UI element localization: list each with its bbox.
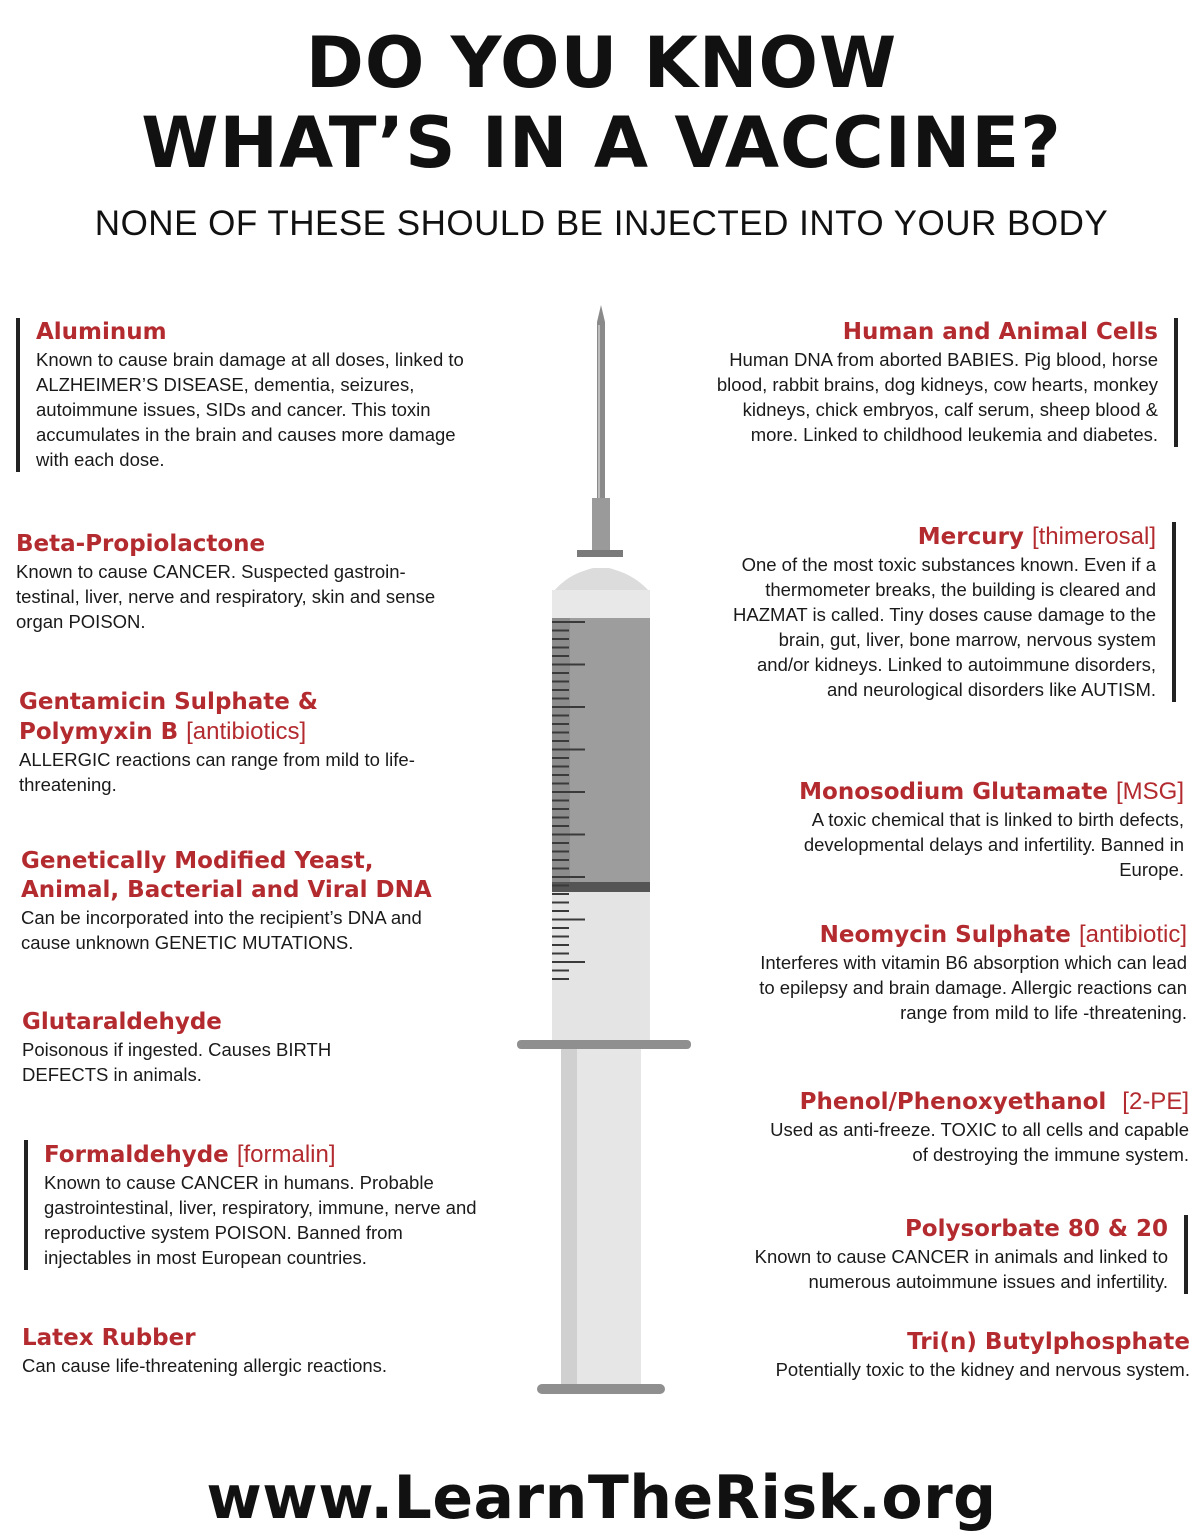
ingredient-name: Polysorbate 80 & 20: [904, 1216, 1168, 1242]
footer-url[interactable]: www.LearnTheRisk.org: [206, 1463, 997, 1533]
needle-hub: [592, 498, 610, 550]
syringe-icon: [505, 300, 705, 1400]
ingredient-name: Gentamicin Sulphate & Polymyxin B [antibiotics]: [19, 689, 318, 745]
page-title-line-2: WHAT’S IN A VACCINE?: [141, 102, 1062, 184]
ingredient-msg: [773, 777, 1184, 882]
ingredient-name: Human and Animal Cells: [842, 319, 1158, 345]
ingredient-description: Used as anti-freeze. TOXIC to all cells and capable of destroying the immune system.: [770, 1119, 1189, 1165]
ingredient-gm-dna: [21, 847, 461, 955]
plunger-thumb: [537, 1384, 665, 1394]
ingredient-description: Poisonous if ingested. Causes BIRTH DEFECTS in animals.: [22, 1039, 332, 1085]
ingredient-beta-propiolactone: [16, 530, 461, 634]
ingredient-tag: [MSG]: [1115, 778, 1184, 805]
finger-flange: [517, 1040, 691, 1049]
ingredient-glutaraldehyde: [22, 1008, 382, 1087]
ingredient-description: A toxic chemical that is linked to birth defects, developmental delays and infertility. Banned in Europe.: [803, 809, 1184, 880]
ingredient-phenol: [765, 1087, 1189, 1167]
ingredient-aluminum: [16, 318, 466, 472]
needle-hub-flange: [577, 550, 623, 557]
ingredient-latex-rubber: [22, 1324, 482, 1378]
ingredient-tag: [antibiotics]: [186, 718, 307, 745]
ingredient-name: Genetically Modified Yeast, Animal, Bacterial and Viral DNA: [21, 848, 432, 903]
ingredient-description: Interferes with vitamin B6 absorption which can lead to epilepsy and brain damage. Allergic reactions can range from mild to life -threatening.: [759, 952, 1187, 1023]
ingredient-description: ALLERGIC reactions can range from mild to life-threatening.: [19, 749, 415, 795]
ingredient-mercury: [728, 522, 1176, 702]
ingredient-tag: [formalin]: [236, 1141, 336, 1168]
page-title-line-1: DO YOU KNOW: [305, 22, 898, 104]
ingredient-name: Beta-Propiolactone: [16, 531, 266, 557]
ingredient-neomycin: [755, 920, 1187, 1025]
ingredient-name: Tri(n) Butylphosphate: [907, 1329, 1190, 1355]
ingredient-name: Mercury [thimerosal]: [917, 523, 1156, 550]
ingredient-description: One of the most toxic substances known. Even if a thermometer breaks, the building is cleared and HAZMAT is called. Tiny doses cause damage to the brain, gut, liver, bone marrow, nervous system and/or kidneys. Linked to autoimmune disorders, and neurological disorders like AUTISM.: [733, 554, 1156, 700]
ingredient-name: Latex Rubber: [22, 1325, 196, 1351]
barrel-top: [552, 590, 650, 618]
ingredient-description: Known to cause CANCER. Suspected gastroin-testinal, liver, nerve and respiratory, skin and sense organ POISON.: [16, 561, 436, 632]
ingredient-tag: [2-PE]: [1122, 1088, 1189, 1115]
ingredient-description: Known to cause CANCER in animals and linked to numerous autoimmune issues and infertility.: [754, 1246, 1168, 1292]
ingredient-name: Aluminum: [36, 319, 167, 345]
ingredient-description: Known to cause brain damage at all doses, linked to ALZHEIMER’S DISEASE, dementia, seizures, autoimmune issues, SIDs and cancer. This toxin accumulates in the brain and causes more damage with each dose.: [36, 349, 464, 470]
ingredient-tributylphosphate: [712, 1328, 1190, 1382]
ingredient-human-animal-cells: [712, 318, 1178, 447]
ingredient-name: Neomycin Sulphate [antibiotic]: [819, 921, 1187, 948]
ingredient-tag: [thimerosal]: [1031, 523, 1156, 550]
ingredient-tag: [antibiotic]: [1078, 921, 1187, 948]
ingredient-description: Can cause life-threatening allergic reactions.: [22, 1355, 388, 1376]
plunger-rod-shade: [561, 1049, 577, 1384]
ingredient-gentamicin-polymyxin: [19, 688, 439, 797]
barrel-empty: [552, 892, 650, 1040]
ingredient-name: Glutaraldehyde: [22, 1009, 222, 1035]
ingredient-name: Phenol/Phenoxyethanol [2-PE]: [799, 1088, 1189, 1115]
ingredient-description: Known to cause CANCER in humans. Probable gastrointestinal, liver, respiratory, immune, nerve and reproductive system POISON. Banned from injectables in most European countries.: [44, 1172, 477, 1268]
ingredient-formaldehyde: [24, 1140, 494, 1270]
ingredient-name: Monosodium Glutamate [MSG]: [799, 778, 1184, 805]
ingredient-polysorbate: [712, 1215, 1188, 1294]
ingredient-description: Can be incorporated into the recipient’s DNA and cause unknown GENETIC MUTATIONS.: [21, 907, 422, 953]
page-subtitle: NONE OF THESE SHOULD BE INJECTED INTO YOUR BODY: [94, 204, 1109, 243]
plunger-seal: [552, 882, 650, 892]
ingredient-description: Potentially toxic to the kidney and nervous system.: [775, 1359, 1190, 1380]
barrel-tip: [553, 568, 650, 592]
barrel-liquid-shade: [552, 618, 570, 888]
ingredient-name: Formaldehyde [formalin]: [44, 1141, 336, 1168]
ingredient-description: Human DNA from aborted BABIES. Pig blood, horse blood, rabbit brains, dog kidneys, cow hearts, monkey kidneys, chick embryos, calf serum, sheep blood & more. Linked to childhood leukemia and diabetes.: [716, 349, 1158, 445]
